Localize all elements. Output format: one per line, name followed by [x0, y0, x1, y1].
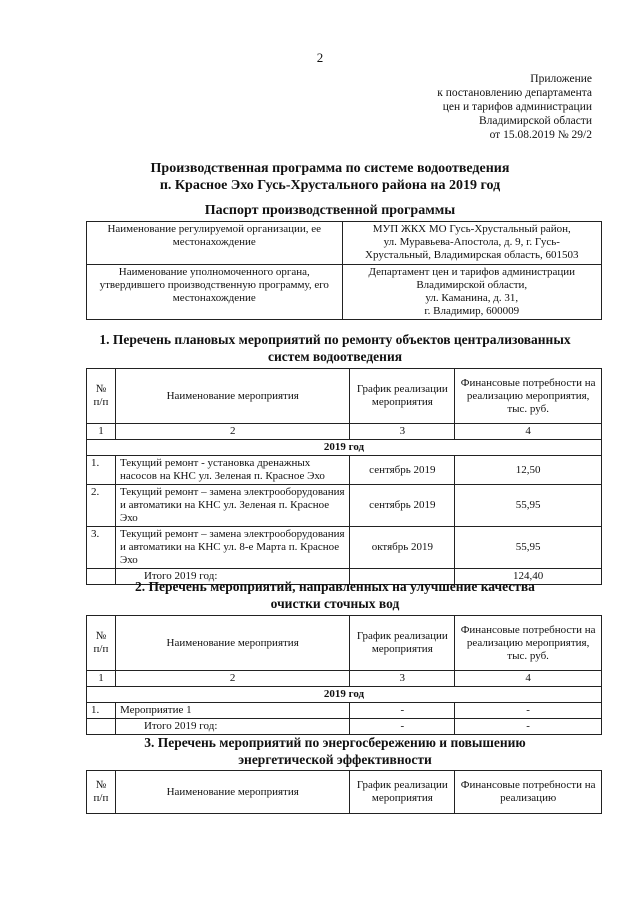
page-number: 2	[316, 50, 324, 65]
passport-heading: Паспорт производственной программы	[204, 203, 456, 218]
table-row	[87, 485, 602, 527]
title-line: п. Красное Эхо Гусь-Хрустального района на 2019 год	[159, 178, 501, 193]
passport-value	[342, 222, 601, 265]
row-finance: 12,50	[455, 456, 602, 485]
row-schedule: октябрь 2019	[350, 527, 455, 569]
section-title-line: 3. Перечень мероприятий по энергосбережению и повышению	[144, 735, 526, 750]
appendix-line: к постановлению департамента	[437, 87, 592, 99]
total-row	[87, 719, 602, 735]
section1-table	[86, 368, 602, 585]
column-number-row	[87, 671, 602, 687]
column-number: 3	[350, 671, 455, 687]
section-title-line: систем водоотведения	[267, 349, 403, 364]
year-row	[87, 687, 602, 703]
value-line: ул. Каманина, д. 31,	[425, 292, 519, 304]
total-label: Итого 2019 год:	[115, 569, 349, 585]
row-name: Мероприятие 1	[115, 703, 349, 719]
total-schedule: -	[350, 719, 455, 735]
appendix-line: Владимирской области	[478, 115, 592, 127]
row-name: Текущий ремонт – замена электрооборудования и автоматики на КНС ул. 8-е Марта п. Красное Эхо	[115, 527, 349, 569]
year-row	[87, 440, 602, 456]
total-value: -	[455, 719, 602, 735]
row-name: Текущий ремонт – замена электрооборудования и автоматики на КНС ул. Зеленая п. Красное Эхо	[115, 485, 349, 527]
header-num: № п/п	[87, 771, 116, 814]
row-finance: 55,95	[455, 485, 602, 527]
total-value: 124,40	[455, 569, 602, 585]
header-finance: Финансовые потребности на реализацию мероприятия, тыс. руб.	[455, 616, 602, 671]
header-schedule: График реализации мероприятия	[350, 771, 455, 814]
table-row	[87, 527, 602, 569]
row-num: 1.	[87, 456, 116, 485]
table-row	[87, 265, 602, 320]
header-finance: Финансовые потребности на реализацию мероприятия, тыс. руб.	[455, 369, 602, 424]
year-label: 2019 год	[87, 687, 602, 703]
value-line: Хрустальный, Владимирская область, 601503	[365, 249, 579, 261]
section2-title	[70, 578, 600, 612]
total-label: Итого 2019 год:	[115, 719, 349, 735]
empty-cell	[87, 719, 116, 735]
column-number: 3	[350, 424, 455, 440]
header-name: Наименование мероприятия	[115, 369, 349, 424]
column-number: 2	[115, 424, 349, 440]
header-schedule: График реализации мероприятия	[350, 369, 455, 424]
title-line: Производственная программа по системе водоотведения	[150, 161, 510, 176]
header-name: Наименование мероприятия	[115, 771, 349, 814]
section2-table	[86, 615, 602, 735]
section-title-line: очистки сточных вод	[270, 596, 400, 611]
header-name: Наименование мероприятия	[115, 616, 349, 671]
header-num: № п/п	[87, 369, 116, 424]
section3-title	[70, 734, 600, 768]
table-row	[87, 456, 602, 485]
appendix-block	[362, 72, 592, 142]
row-finance: 55,95	[455, 527, 602, 569]
header-schedule: График реализации мероприятия	[350, 616, 455, 671]
passport-label: Наименование регулируемой организации, ее местонахождение	[87, 222, 343, 265]
header-num: № п/п	[87, 616, 116, 671]
header-row	[87, 616, 602, 671]
table-row	[87, 703, 602, 719]
value-line: г. Владимир, 600009	[424, 305, 520, 317]
column-number: 4	[455, 671, 602, 687]
row-schedule: сентябрь 2019	[350, 485, 455, 527]
value-line: Департамент цен и тарифов администрации	[368, 266, 576, 278]
document-title	[60, 160, 600, 194]
header-finance: Финансовые потребности на реализацию	[455, 771, 602, 814]
row-num: 1.	[87, 703, 116, 719]
row-schedule: сентябрь 2019	[350, 456, 455, 485]
value-line: МУП ЖКХ МО Гусь-Хрустальный район,	[372, 223, 571, 235]
column-number: 1	[87, 671, 116, 687]
row-name: Текущий ремонт - установка дренажных насосов на КНС ул. Зеленая п. Красное Эхо	[115, 456, 349, 485]
appendix-line: от 15.08.2019 № 29/2	[489, 129, 592, 141]
passport-label: Наименование уполномоченного органа, утвердившего производственную программу, его местонахождение	[87, 265, 343, 320]
column-number: 4	[455, 424, 602, 440]
passport-table	[86, 221, 602, 320]
section-title-line: 2. Перечень мероприятий, направленных на улучшение качества	[135, 579, 535, 594]
section-title-line: энергетической эффективности	[238, 752, 432, 767]
table-row	[87, 222, 602, 265]
appendix-line: Приложение	[530, 73, 592, 85]
section1-title	[70, 331, 600, 365]
header-row	[87, 369, 602, 424]
appendix-line: цен и тарифов администрации	[442, 101, 592, 113]
row-schedule: -	[350, 703, 455, 719]
column-number: 1	[87, 424, 116, 440]
column-number: 2	[115, 671, 349, 687]
value-line: Владимирской области,	[416, 279, 528, 291]
row-finance: -	[455, 703, 602, 719]
row-num: 3.	[87, 527, 116, 569]
section3-table	[86, 770, 602, 814]
section-title-line: 1. Перечень плановых мероприятий по ремонту объектов централизованных	[99, 332, 571, 347]
year-label: 2019 год	[87, 440, 602, 456]
column-number-row	[87, 424, 602, 440]
header-row	[87, 771, 602, 814]
row-num: 2.	[87, 485, 116, 527]
value-line: ул. Муравьева-Апостола, д. 9, г. Гусь-	[383, 236, 560, 248]
passport-value	[342, 265, 601, 320]
